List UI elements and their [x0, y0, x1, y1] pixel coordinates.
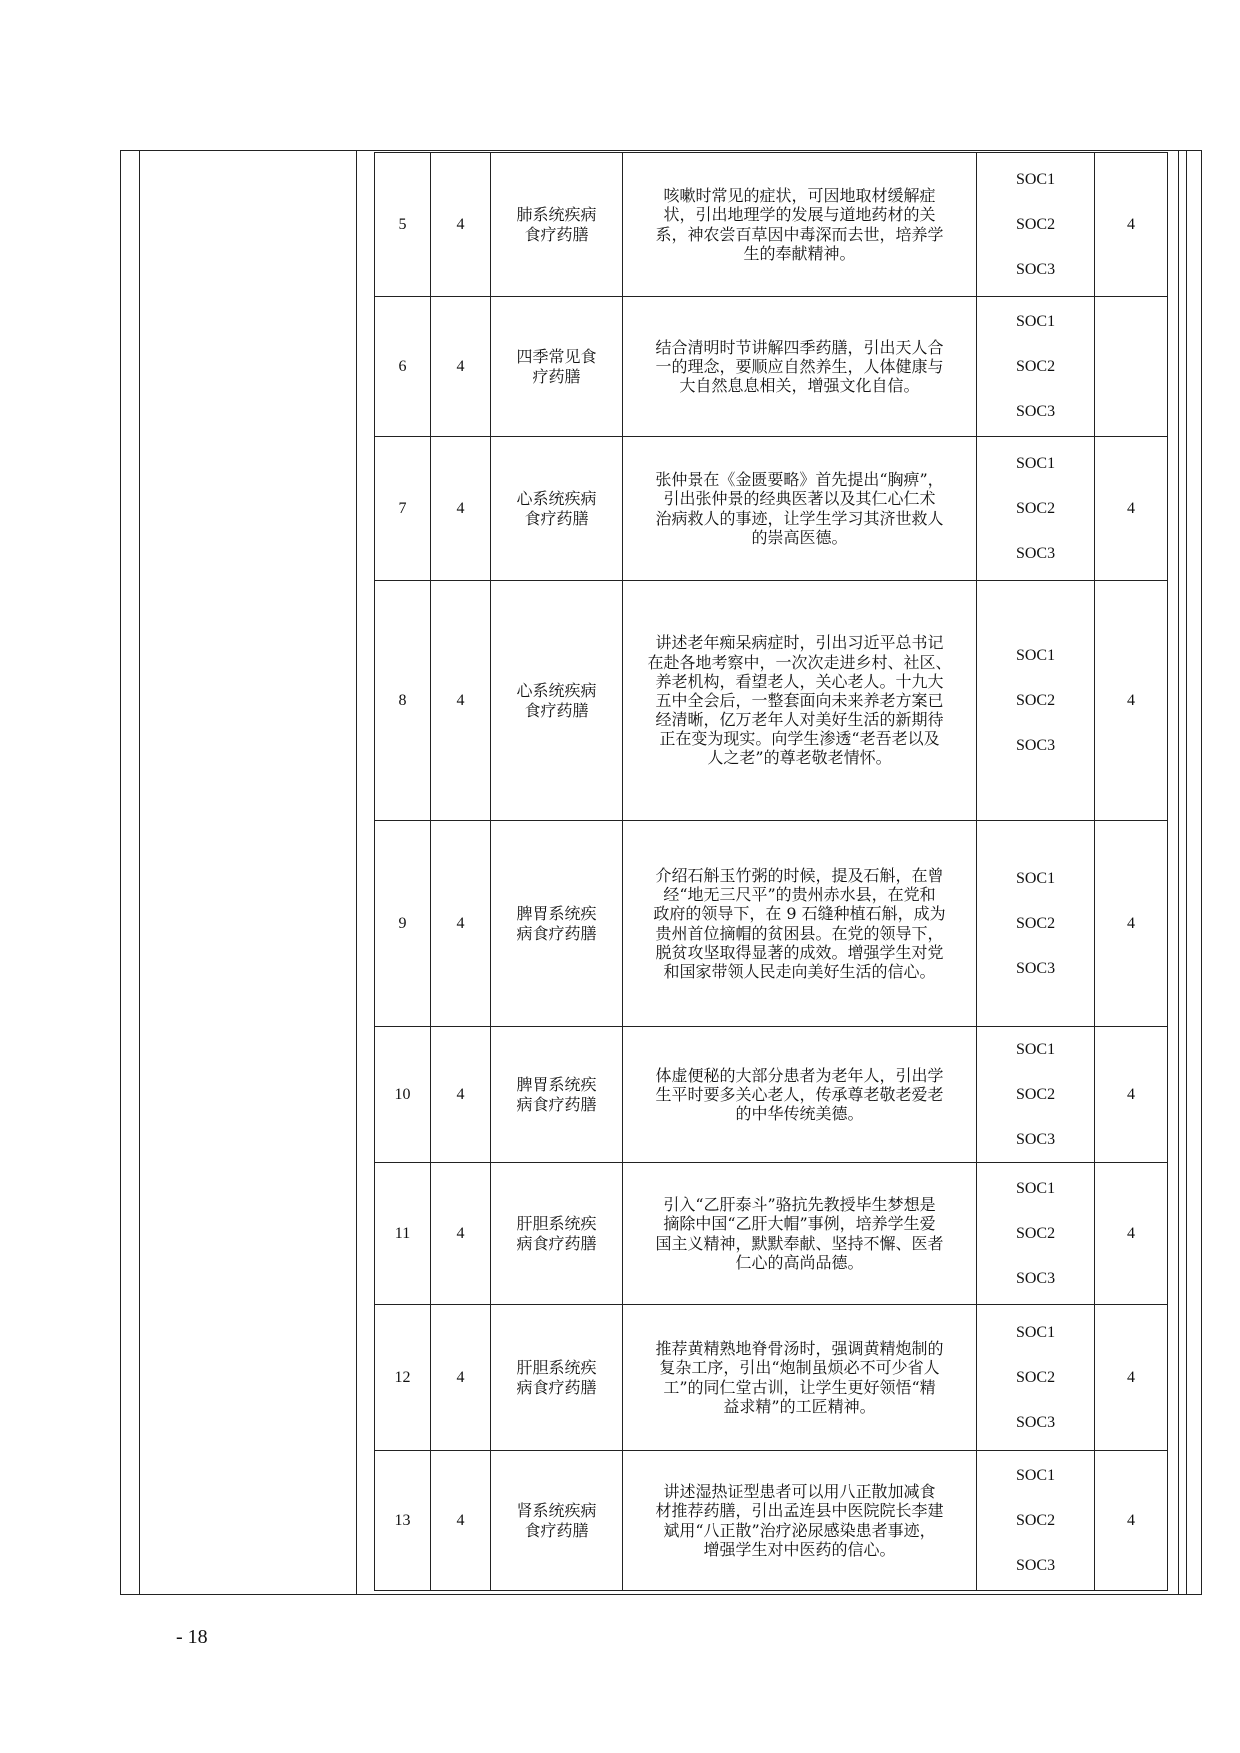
- topic-line: 肝胆系统疾: [516, 1214, 597, 1234]
- soc-code: SOC1: [1015, 313, 1056, 330]
- class-hours: 4: [431, 1163, 491, 1305]
- score-cell: 4: [1095, 821, 1168, 1027]
- topic-cell: [491, 1163, 623, 1305]
- soc-code: SOC3: [1015, 1557, 1056, 1574]
- table-body: [375, 153, 1168, 1591]
- topic-cell: [491, 297, 623, 437]
- content-line: 斌用“八正散”治疗泌尿感染患者事迹，: [663, 1520, 936, 1540]
- class-hours: 4: [431, 821, 491, 1027]
- content-line: 经清晰，亿万老年人对美好生活的新期待: [655, 710, 944, 730]
- content-line: 咳嗽时常见的症状，可因地取材缓解症: [663, 186, 936, 206]
- topic-cell: [491, 1451, 623, 1591]
- ideological-content-cell: [623, 153, 977, 297]
- content-line: 一的理念，要顺应自然养生，人体健康与: [655, 356, 944, 376]
- content-line: 复杂工序，引出“炮制虽烦必不可少省人: [659, 1358, 940, 1378]
- soc-cell: [977, 1451, 1095, 1591]
- content-line: 大自然息息相关，增强文化自信。: [679, 376, 920, 396]
- table-rule-right: [1186, 150, 1187, 1595]
- topic-line: 心系统疾病: [516, 489, 597, 509]
- soc-code: SOC3: [1015, 1270, 1056, 1287]
- score-cell: 4: [1095, 1451, 1168, 1591]
- content-line: 仁心的高尚品德。: [735, 1252, 864, 1272]
- content-line: 贵州首位摘帽的贫困县。在党的领导下，: [655, 923, 944, 943]
- soc-code: SOC2: [1015, 216, 1056, 233]
- ideological-content-cell: [623, 1027, 977, 1163]
- ideological-content-cell: [623, 1305, 977, 1451]
- table-rule-category: [356, 150, 357, 1595]
- content-line: 介绍石斛玉竹粥的时候，提及石斛，在曾: [655, 865, 944, 885]
- content-line: 工”的同仁堂古训，让学生更好领悟“精: [663, 1377, 936, 1397]
- table-row: [375, 153, 1168, 297]
- content-line: 脱贫攻坚取得显著的成效。增强学生对党: [655, 942, 944, 962]
- soc-code: SOC2: [1015, 1369, 1056, 1386]
- content-line: 生平时要多关心老人，传承尊老敬老爱老: [655, 1084, 944, 1104]
- soc-code: SOC1: [1015, 171, 1056, 188]
- content-line: 的崇高医德。: [751, 527, 848, 547]
- content-line: 在赴各地考察中，一次次走进乡村、社区、: [647, 652, 952, 672]
- content-line: 国主义精神，默默奉献、坚持不懈、医者: [655, 1233, 944, 1253]
- content-line: 增强学生对中医药的信心。: [703, 1539, 896, 1559]
- soc-code: SOC3: [1015, 261, 1056, 278]
- class-hours: 4: [431, 437, 491, 581]
- content-line: 人之老”的尊老敬老情怀。: [707, 748, 892, 768]
- table-rule-left: [139, 150, 140, 1595]
- content-line: 五中全会后，一整套面向未来养老方案已: [655, 690, 944, 710]
- topic-cell: [491, 821, 623, 1027]
- content-line: 益求精”的工匠精神。: [723, 1396, 876, 1416]
- soc-cell: [977, 153, 1095, 297]
- soc-code: SOC3: [1015, 1131, 1056, 1148]
- soc-code: SOC3: [1015, 1414, 1056, 1431]
- soc-code: SOC1: [1015, 1324, 1056, 1341]
- soc-cell: [977, 437, 1095, 581]
- class-hours: 4: [431, 1027, 491, 1163]
- soc-code: SOC2: [1015, 915, 1056, 932]
- content-line: 经“地无三尺平”的贵州赤水县，在党和: [663, 885, 936, 905]
- content-line: 讲述湿热证型患者可以用八正散加减食: [663, 1482, 936, 1502]
- content-line: 生的奉献精神。: [743, 243, 856, 263]
- soc-code: SOC3: [1015, 960, 1056, 977]
- soc-code: SOC3: [1015, 403, 1056, 420]
- topic-line: 疗药膳: [532, 366, 581, 386]
- content-line: 推荐黄精熟地脊骨汤时，强调黄精炮制的: [655, 1339, 944, 1359]
- soc-code: SOC2: [1015, 692, 1056, 709]
- topic-line: 肾系统疾病: [516, 1501, 597, 1521]
- row-number: 11: [375, 1163, 431, 1305]
- row-number: 5: [375, 153, 431, 297]
- topic-cell: [491, 1305, 623, 1451]
- content-line: 引出张仲景的经典医著以及其仁心仁术: [663, 489, 936, 509]
- score-cell: 4: [1095, 1305, 1168, 1451]
- soc-code: SOC1: [1015, 1467, 1056, 1484]
- content-line: 材推荐药膳，引出孟连县中医院院长李建: [655, 1501, 944, 1521]
- row-number: 12: [375, 1305, 431, 1451]
- topic-line: 病食疗药膳: [516, 1094, 597, 1114]
- content-line: 讲述老年痴呆病症时，引出习近平总书记: [655, 633, 944, 653]
- soc-code: SOC1: [1015, 870, 1056, 887]
- ideological-content-cell: [623, 297, 977, 437]
- topic-line: 病食疗药膳: [516, 923, 597, 943]
- topic-cell: [491, 581, 623, 821]
- content-line: 结合清明时节讲解四季药膳，引出天人合: [655, 337, 944, 357]
- row-number: 8: [375, 581, 431, 821]
- topic-line: 食疗药膳: [524, 224, 589, 244]
- topic-cell: [491, 1027, 623, 1163]
- row-number: 13: [375, 1451, 431, 1591]
- score-cell: 4: [1095, 153, 1168, 297]
- soc-cell: [977, 1305, 1095, 1451]
- soc-code: SOC2: [1015, 358, 1056, 375]
- soc-code: SOC1: [1015, 647, 1056, 664]
- topic-line: 食疗药膳: [524, 700, 589, 720]
- soc-code: SOC2: [1015, 500, 1056, 517]
- topic-line: 病食疗药膳: [516, 1377, 597, 1397]
- score-cell: [1095, 297, 1168, 437]
- row-number: 7: [375, 437, 431, 581]
- soc-cell: [977, 297, 1095, 437]
- topic-line: 食疗药膳: [524, 1520, 589, 1540]
- table-row: [375, 297, 1168, 437]
- row-number: 10: [375, 1027, 431, 1163]
- class-hours: 4: [431, 153, 491, 297]
- content-line: 引入“乙肝泰斗”骆抗先教授毕生梦想是: [663, 1195, 936, 1215]
- soc-cell: [977, 1163, 1095, 1305]
- table-row: [375, 437, 1168, 581]
- class-hours: 4: [431, 1451, 491, 1591]
- table-row: [375, 1305, 1168, 1451]
- topic-line: 心系统疾病: [516, 681, 597, 701]
- content-line: 系，神农尝百草因中毒深而去世，培养学: [655, 224, 944, 244]
- content-line: 政府的领导下，在 9 石缝种植石斛，成为: [653, 904, 946, 924]
- topic-line: 脾胃系统疾: [516, 904, 597, 924]
- soc-code: SOC2: [1015, 1225, 1056, 1242]
- content-line: 体虚便秘的大部分患者为老年人，引出学: [655, 1065, 944, 1085]
- soc-code: SOC1: [1015, 455, 1056, 472]
- content-line: 张仲景在《金匮要略》首先提出“胸痹”，: [655, 470, 944, 490]
- score-cell: 4: [1095, 581, 1168, 821]
- row-number: 6: [375, 297, 431, 437]
- content-line: 养老机构，看望老人，关心老人。十九大: [655, 671, 944, 691]
- table-row: [375, 1451, 1168, 1591]
- soc-code: SOC1: [1015, 1180, 1056, 1197]
- soc-code: SOC3: [1015, 737, 1056, 754]
- ideological-content-cell: [623, 1451, 977, 1591]
- soc-code: SOC2: [1015, 1086, 1056, 1103]
- class-hours: 4: [431, 581, 491, 821]
- table-row: [375, 581, 1168, 821]
- content-line: 的中华传统美德。: [735, 1104, 864, 1124]
- topic-line: 肝胆系统疾: [516, 1358, 597, 1378]
- topic-line: 肺系统疾病: [516, 205, 597, 225]
- topic-cell: [491, 153, 623, 297]
- soc-code: SOC2: [1015, 1512, 1056, 1529]
- soc-cell: [977, 581, 1095, 821]
- ideological-content-cell: [623, 581, 977, 821]
- table-row: [375, 821, 1168, 1027]
- page-number: - 18: [176, 1626, 208, 1648]
- ideological-content-cell: [623, 437, 977, 581]
- row-number: 9: [375, 821, 431, 1027]
- content-line: 治病救人的事迹，让学生学习其济世救人: [655, 508, 944, 528]
- score-cell: 4: [1095, 1027, 1168, 1163]
- soc-code: SOC3: [1015, 545, 1056, 562]
- topic-line: 食疗药膳: [524, 508, 589, 528]
- content-line: 状，引出地理学的发展与道地药材的关: [663, 205, 936, 225]
- class-hours: 4: [431, 297, 491, 437]
- course-content-table: [374, 152, 1168, 1591]
- class-hours: 4: [431, 1305, 491, 1451]
- topic-line: 病食疗药膳: [516, 1233, 597, 1253]
- table-rule-inner-right: [1178, 150, 1179, 1595]
- table-row: [375, 1027, 1168, 1163]
- score-cell: 4: [1095, 437, 1168, 581]
- soc-code: SOC1: [1015, 1041, 1056, 1058]
- soc-cell: [977, 1027, 1095, 1163]
- ideological-content-cell: [623, 821, 977, 1027]
- topic-line: 四季常见食: [516, 347, 597, 367]
- soc-cell: [977, 821, 1095, 1027]
- score-cell: 4: [1095, 1163, 1168, 1305]
- content-line: 正在变为现实。向学生渗透“老吾老以及: [659, 729, 940, 749]
- topic-cell: [491, 437, 623, 581]
- table-row: [375, 1163, 1168, 1305]
- content-line: 和国家带领人民走向美好生活的信心。: [663, 961, 936, 981]
- topic-line: 脾胃系统疾: [516, 1075, 597, 1095]
- ideological-content-cell: [623, 1163, 977, 1305]
- content-line: 摘除中国“乙肝大帽”事例，培养学生爱: [663, 1214, 936, 1234]
